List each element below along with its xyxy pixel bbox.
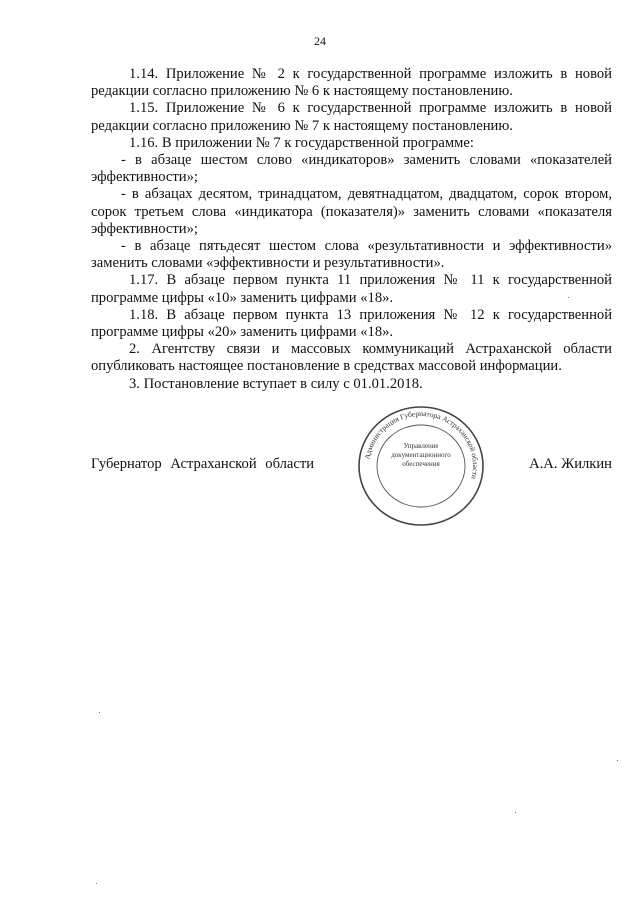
stamp-ring-text: Администрация Губернатора Астраханской области <box>362 408 481 481</box>
signatory-title: Губернатор Астраханской области <box>91 456 315 472</box>
paragraph-1-18: 1.18. В абзаце первом пункта 13 приложения № 12 к государственной программе цифры «20» заменить цифрами «18». <box>91 306 612 341</box>
list-item-dash-2: - в абзацах десятом, тринадцатом, девятнадцатом, двадцатом, сорок втором, сорок третьем слова «индикатора (показателя)» заменить словами «показателя эффективности»; <box>91 186 612 237</box>
signatory-name: А.А. Жилкин <box>529 456 612 472</box>
scan-speck <box>96 883 97 884</box>
paragraph-2: 2. Агентству связи и массовых коммуникаций Астраханской области опубликовать настоящее постановление в средствах массовой информации. <box>91 341 612 375</box>
scan-speck <box>568 297 569 298</box>
official-stamp <box>356 404 486 528</box>
list-item-dash-1: - в абзаце шестом слово «индикаторов» заменить словами «показателей эффективности»; <box>91 152 612 186</box>
scan-speck <box>617 760 618 761</box>
stamp-inner-text: Управление документационного обеспечения <box>391 442 451 468</box>
paragraph-1-17: 1.17. В абзаце первом пункта 11 приложения № 11 к государственной программе цифры «10» заменить цифрами «18». <box>91 272 612 306</box>
scan-speck <box>99 712 100 713</box>
paragraph-1-15: 1.15. Приложение № 6 к государственной программе изложить в новой редакции согласно приложению № 7 к настоящему постановлению. <box>91 100 612 134</box>
list-item-dash-3: - в абзаце пятьдесят шестом слова «результативности и эффективности» заменить словами «эффективности и результативности». <box>91 238 612 272</box>
paragraph-3: 3. Постановление вступает в силу с 01.01.2018. <box>129 375 423 392</box>
paragraph-1-16: 1.16. В приложении № 7 к государственной программе: <box>129 134 474 151</box>
paragraph-1-14: 1.14. Приложение № 2 к государственной программе изложить в новой редакции согласно приложению № 6 к настоящему постановлению. <box>91 66 612 100</box>
scan-speck <box>515 812 516 813</box>
page-number: 24 <box>314 34 326 48</box>
body-text <box>91 66 612 393</box>
